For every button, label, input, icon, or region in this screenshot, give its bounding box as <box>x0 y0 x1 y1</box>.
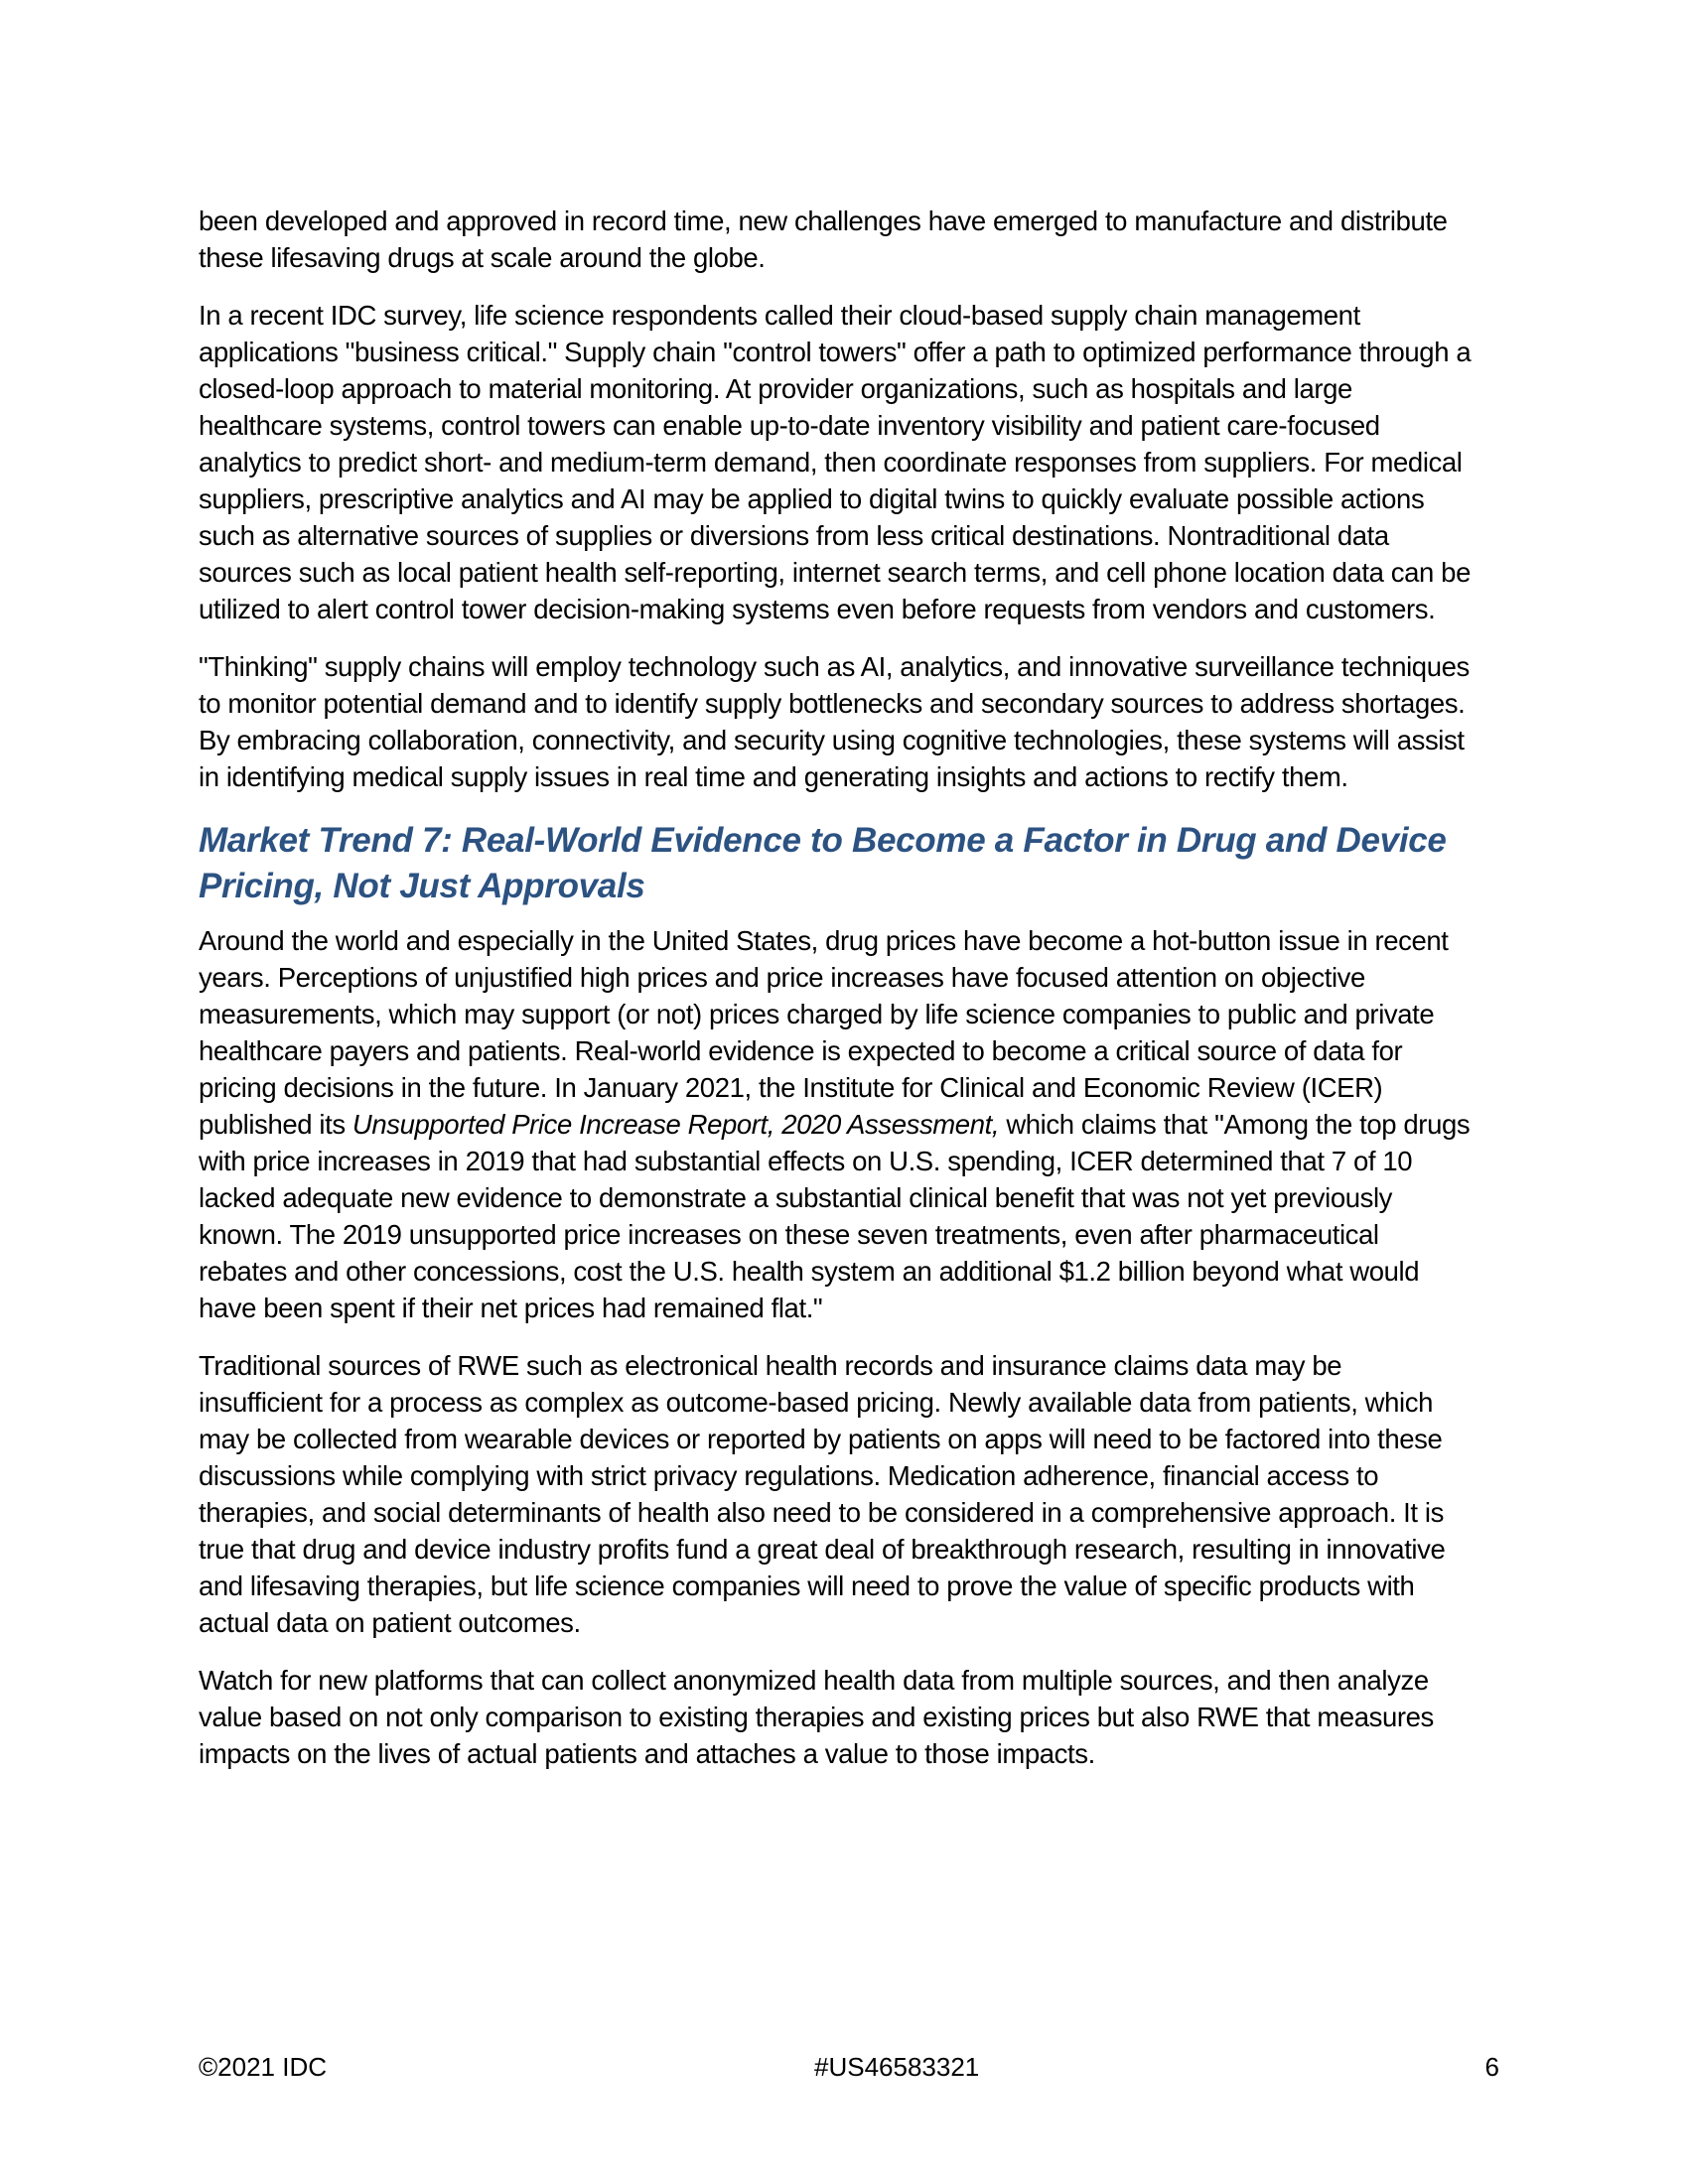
drug-pricing-text-pre: Around the world and especially in the United States, drug prices have become a hot-button issue in recent years. Perceptions of unjustified high prices and price increases have focused attention on objective measurements, which may support (or not) prices charged by life science companies to public and private healthcare payers and patients. Real-world evidence is expected to become a critical source of data for pricing decisions in the future. In January 2021, the Institute for Clinical and Economic Review (ICER) published its <box>199 925 1449 1140</box>
paragraph-rwe-sources: Traditional sources of RWE such as electronical health records and insurance claims data may be insufficient for a process as complex as outcome-based pricing. Newly available data from patients, which may be collected from wearable devices or reported by patients on apps will need to be factored into these discussions while complying with strict privacy regulations. Medication adherence, financial access to therapies, and social determinants of health also need to be considered in a comprehensive approach. It is true that drug and device industry profits fund a great deal of breakthrough research, resulting in innovative and lifesaving therapies, but life science companies will need to prove the value of specific products with actual data on patient outcomes. <box>199 1350 1446 1638</box>
paragraph-supply-chain: In a recent IDC survey, life science respondents called their cloud-based supply chain management applications "business critical." Supply chain "control towers" offer a path to optimized performance through a closed-loop approach to material monitoring. At provider organizations, such as hospitals and large healthcare systems, control towers can enable up-to-date inventory visibility and patient care-focused analytics to predict short- and medium-term demand, then coordinate responses from suppliers. For medical suppliers, prescriptive analytics and AI may be applied to digital twins to quickly evaluate possible actions such as alternative sources of supplies or diversions from less critical destinations. Nontraditional data sources such as local patient health self-reporting, internet search terms, and cell phone location data can be utilized to alert control tower decision-making systems even before requests from vendors and customers. <box>199 300 1472 624</box>
footer-page-number: 6 <box>1484 2052 1499 2082</box>
page-footer <box>199 2051 1499 2087</box>
heading-market-trend-7: Market Trend 7: Real-World Evidence to Become a Factor in Drug and Device Pricing, Not Just Approvals <box>199 821 1447 905</box>
icer-report-title: Unsupported Price Increase Report, 2020 Assessment, <box>352 1109 1000 1140</box>
drug-pricing-text-post: which claims that "Among the top drugs with price increases in 2019 that had substantial effects on U.S. spending, ICER determined that 7 of 10 lacked adequate new evidence to demonstrate a substantial clinical benefit that was not yet previously known. The 2019 unsupported price increases on these seven treatments, even after pharmaceutical rebates and other concessions, cost the U.S. health system an additional $1.2 billion beyond what would have been spent if their net prices had remained flat." <box>199 1109 1471 1323</box>
paragraph-drug-pricing <box>199 922 1472 1326</box>
footer-document-id: #US46583321 <box>814 2052 980 2082</box>
paragraph-thinking-supply-chains: "Thinking" supply chains will employ technology such as AI, analytics, and innovative surveillance techniques to monitor potential demand and to identify supply bottlenecks and secondary sources to address shortages. By embracing collaboration, connectivity, and security using cognitive technologies, these systems will assist in identifying medical supply issues in real time and generating insights and actions to rectify them. <box>199 651 1470 792</box>
footer-copyright: ©2021 IDC <box>199 2052 327 2082</box>
paragraph-intro-continuation: been developed and approved in record time, new challenges have emerged to manufacture and distribute these lifesaving drugs at scale around the globe. <box>199 205 1448 273</box>
page-content <box>199 203 1472 1793</box>
paragraph-watch-platforms: Watch for new platforms that can collect anonymized health data from multiple sources, and then analyze value based on not only comparison to existing therapies and existing prices but also RWE that measures impacts on the lives of actual patients and attaches a value to those impacts. <box>199 1665 1434 1769</box>
